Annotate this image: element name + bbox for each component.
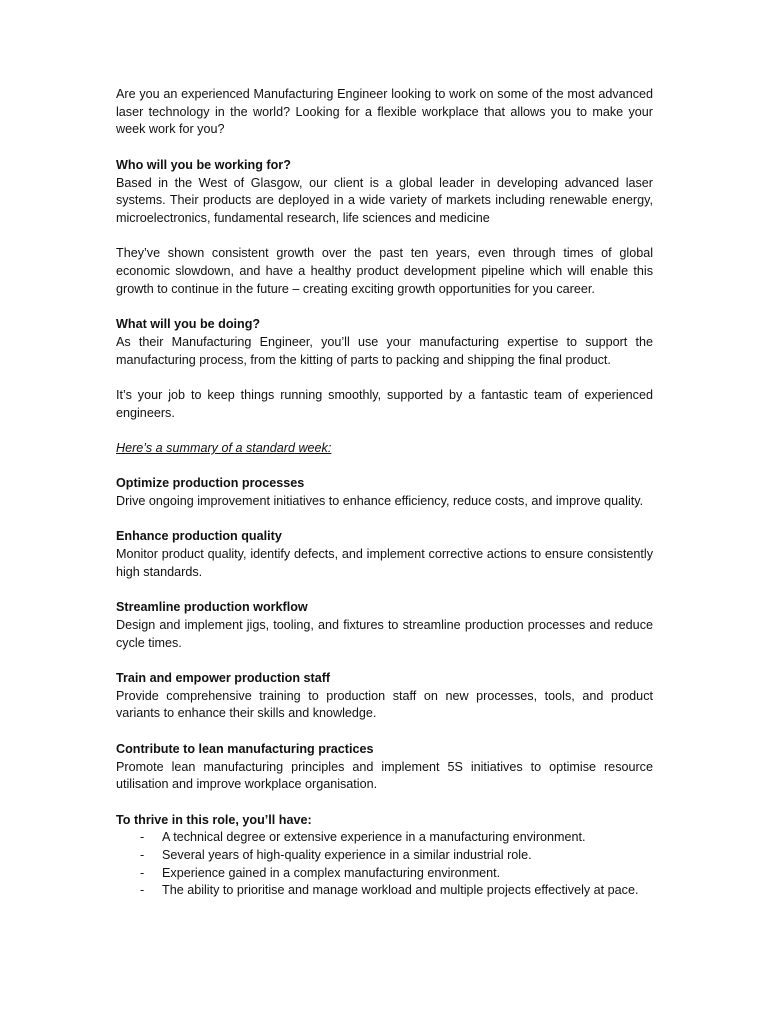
duty-block — [116, 670, 653, 723]
duty-text: Promote lean manufacturing principles and implement 5S initiatives to optimise resource utilisation and improve workplace organisation. — [116, 759, 653, 792]
list-item — [116, 865, 653, 883]
duty-block — [116, 528, 653, 581]
what-heading: What will you be doing? — [116, 317, 261, 332]
duty-title: Optimize production processes — [116, 476, 305, 491]
duty-block — [116, 475, 653, 510]
bullet-dash: - — [140, 830, 145, 845]
duty-title: Train and empower production staff — [116, 671, 331, 686]
duty-text: Provide comprehensive training to production staff on new processes, tools, and product variants to enhance their skills and knowledge. — [116, 688, 653, 721]
duty-title: Streamline production workflow — [116, 600, 308, 615]
list-item-text: A technical degree or extensive experience in a manufacturing environment. — [162, 830, 586, 845]
who-paragraph-1: Based in the West of Glasgow, our client is a global leader in developing advanced laser systems. Their products are deployed in a wide variety of markets including renewable energy, microelectronics, fundamental research, life sciences and medicine — [116, 175, 653, 225]
list-item-text: Several years of high-quality experience in a similar industrial role. — [162, 848, 532, 863]
requirements-list — [116, 829, 653, 900]
list-item — [116, 882, 653, 900]
who-heading: Who will you be working for? — [116, 157, 291, 172]
duty-block — [116, 741, 653, 794]
duty-text: Drive ongoing improvement initiatives to enhance efficiency, reduce costs, and improve quality. — [116, 494, 644, 509]
document-page — [116, 86, 653, 900]
bullet-dash: - — [140, 848, 145, 863]
bullet-dash: - — [140, 883, 145, 898]
thrive-heading: To thrive in this role, you’ll have: — [116, 812, 312, 827]
duty-text: Monitor product quality, identify defects, and implement corrective actions to ensure consistently high standards. — [116, 547, 653, 579]
list-item-text: Experience gained in a complex manufacturing environment. — [162, 865, 501, 880]
duty-title: Enhance production quality — [116, 529, 282, 544]
list-item — [116, 829, 653, 847]
summary-label: Here’s a summary of a standard week: — [116, 440, 332, 455]
duty-block — [116, 599, 653, 652]
what-paragraph-2: It’s your job to keep things running smoothly, supported by a fantastic team of experienced engineers. — [116, 387, 653, 420]
intro-paragraph: Are you an experienced Manufacturing Engineer looking to work on some of the most advanced laser technology in the world? Looking for a flexible workplace that allows you to make your week work for you? — [116, 87, 653, 137]
bullet-dash: - — [140, 865, 145, 880]
duty-text: Design and implement jigs, tooling, and fixtures to streamline production processes and reduce cycle times. — [116, 617, 653, 650]
duty-title: Contribute to lean manufacturing practices — [116, 741, 374, 756]
list-item — [116, 847, 653, 865]
who-paragraph-2: They’ve shown consistent growth over the past ten years, even through times of global economic slowdown, and have a healthy product development pipeline which will enable this growth to continue in the future – creating exciting growth opportunities for you career. — [116, 246, 653, 296]
list-item-text: The ability to prioritise and manage workload and multiple projects effectively at pace. — [162, 883, 639, 898]
what-paragraph-1: As their Manufacturing Engineer, you’ll use your manufacturing expertise to support the manufacturing process, from the kitting of parts to packing and shipping the final product. — [116, 334, 653, 367]
